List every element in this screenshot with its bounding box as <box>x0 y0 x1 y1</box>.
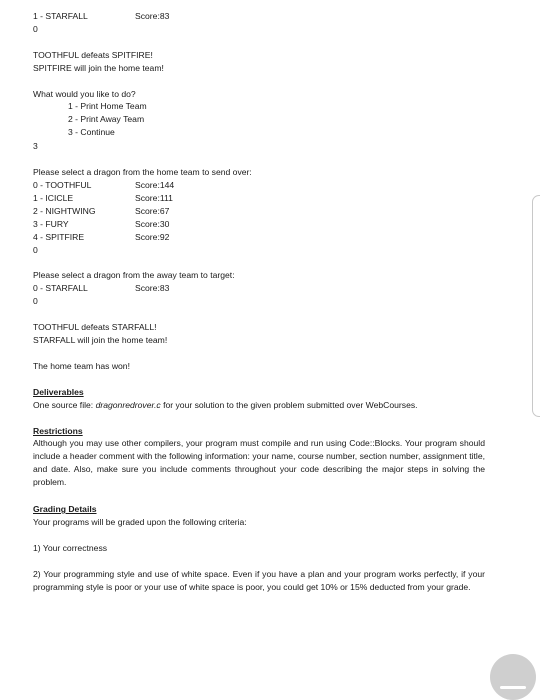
minus-icon <box>500 686 526 689</box>
dragon-name: 0 - STARFALL <box>33 283 88 293</box>
scrollbar[interactable] <box>532 195 540 417</box>
deliverables-filename: dragonredrover.c <box>95 400 161 410</box>
dragon-score: Score:83 <box>135 283 170 293</box>
home-choice: 0 <box>33 245 38 255</box>
output-line: SPITFIRE will join the home team! <box>33 63 164 73</box>
dragon-name: 1 - STARFALL <box>33 11 88 21</box>
dragon-name: 3 - FURY <box>33 219 69 229</box>
deliverables-text-after: for your solution to the given problem submitted over WebCourses. <box>160 400 418 410</box>
away-prompt: Please select a dragon from the away team to target: <box>33 270 235 280</box>
dragon-score: Score:83 <box>135 11 170 21</box>
grading-heading: Grading Details <box>33 504 97 514</box>
dragon-score: Score:111 <box>135 193 173 203</box>
dragon-score: Score:144 <box>135 180 175 190</box>
home-prompt: Please select a dragon from the home team to send over: <box>33 167 252 177</box>
home-team-row <box>33 193 173 204</box>
restrictions-text: Although you may use other compilers, your program must compile and run using Code::Blocks. Your program should include a header comment with the following information: your name, course number, section number, assignment title, and date. Also, make sure you include comments throughout your code describing the major steps in solving the problem. <box>33 438 485 487</box>
home-team-row <box>33 219 170 230</box>
home-team-row <box>33 180 175 191</box>
menu-option: 3 - Continue <box>68 127 115 137</box>
grading-item-1: 1) Your correctness <box>33 543 108 553</box>
menu-option: 1 - Print Home Team <box>68 101 147 111</box>
dragon-score: Score:67 <box>135 206 170 216</box>
result-line: The home team has won! <box>33 361 130 371</box>
menu-prompt: What would you like to do? <box>33 89 136 99</box>
menu-choice: 3 <box>33 141 38 151</box>
home-team-row <box>33 232 170 243</box>
restrictions-heading: Restrictions <box>33 426 83 436</box>
dragon-score: Score:30 <box>135 219 170 229</box>
away-choice: 0 <box>33 296 38 306</box>
dragon-score: Score:92 <box>135 232 170 242</box>
floating-action-button[interactable] <box>490 654 536 700</box>
dragon-name: 2 - NIGHTWING <box>33 206 96 216</box>
deliverables-heading: Deliverables <box>33 387 84 397</box>
dragon-name: 1 - ICICLE <box>33 193 74 203</box>
output-line: TOOTHFUL defeats SPITFIRE! <box>33 50 153 60</box>
deliverables-text <box>33 400 418 411</box>
home-team-row <box>33 206 170 217</box>
menu-option: 2 - Print Away Team <box>68 114 145 124</box>
output-line: TOOTHFUL defeats STARFALL! <box>33 322 157 332</box>
dragon-name: 4 - SPITFIRE <box>33 232 85 242</box>
grading-intro: Your programs will be graded upon the following criteria: <box>33 517 247 527</box>
away-team-row <box>33 283 170 294</box>
grading-item-2: 2) Your programming style and use of white space. Even if you have a plan and your program works perfectly, if your programming style is poor or your use of white space is poor, you could get 10% or 15% deducted from your grade. <box>33 569 485 592</box>
deliverables-text-before: One source file: <box>33 400 96 410</box>
output-line: 0 <box>33 24 38 34</box>
output-line <box>33 11 170 22</box>
dragon-name: 0 - TOOTHFUL <box>33 180 92 190</box>
output-line: STARFALL will join the home team! <box>33 335 168 345</box>
